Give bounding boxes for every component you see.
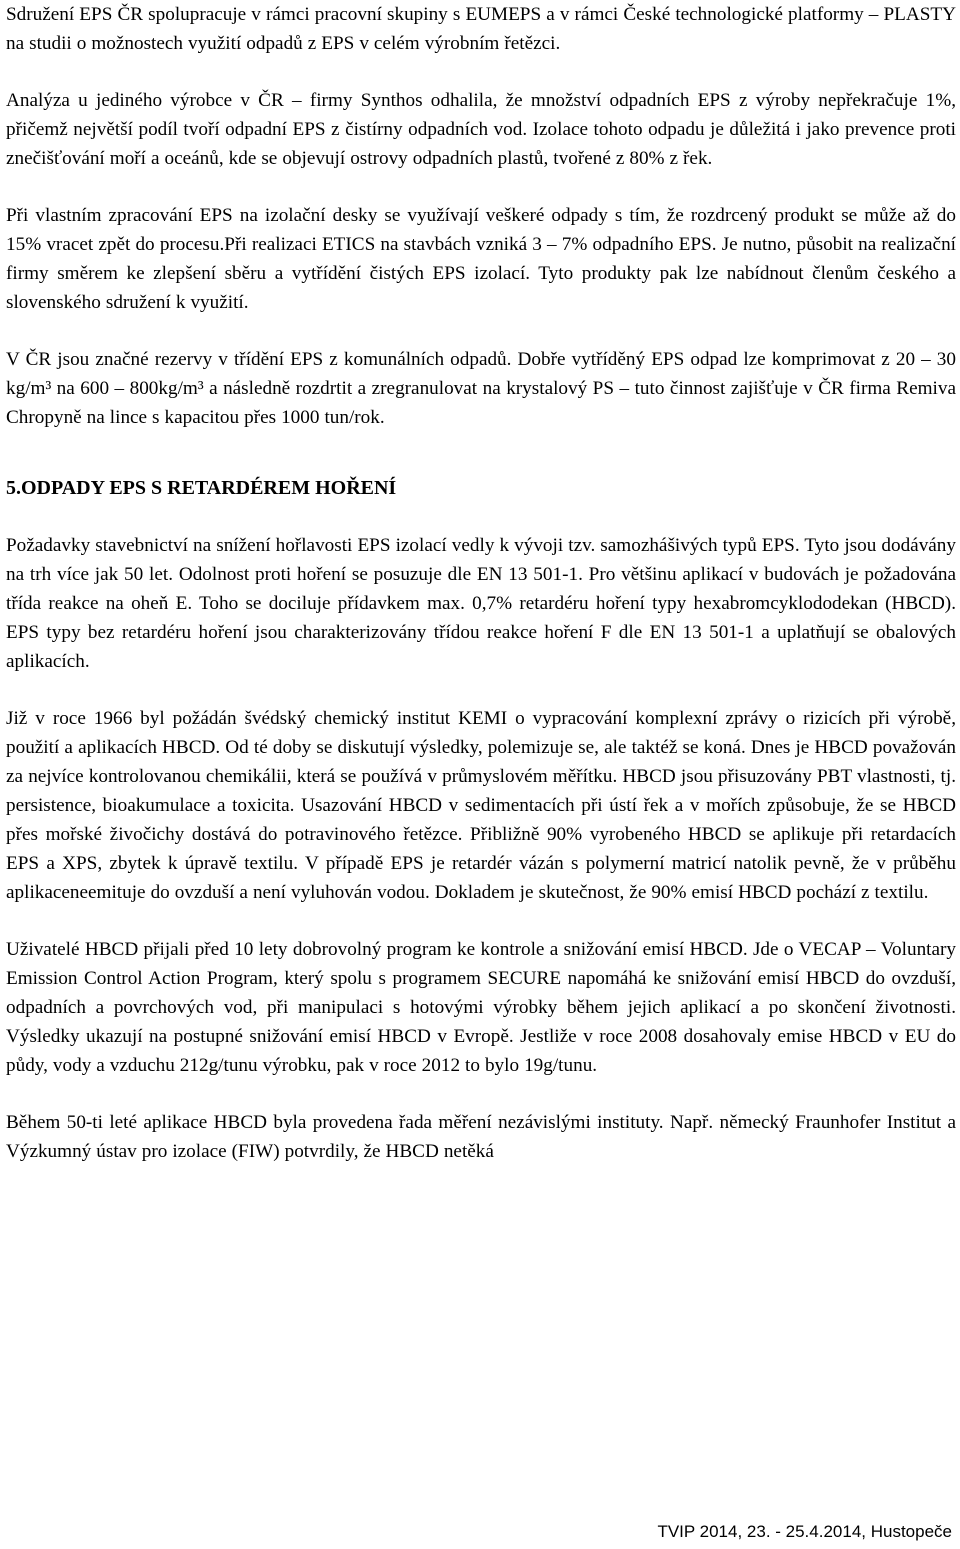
paragraph-hbcd-history: Již v roce 1966 byl požádán švédský chemický institut KEMI o vypracování komplexní zprávy o rizicích při výrobě, použití a aplikacích HBCD. Od té doby se diskutují výsledky, polemizuje se, ale taktéž se koná. Dnes je HBCD považován za nejvíce kontrolovanou chemikálii, která se používá v průmyslovém měřítku. HBCD jsou přisuzovány PBT vlastnosti, tj. persistence, bioakumulace a toxicita. Usazování HBCD v sedimentacích při ústí řek a v mořích způsobuje, že se HBCD přes mořské živočichy dostává do potravinového řetězce. Přibližně 90% vyrobeného HBCD se aplikuje při retardacích EPS a XPS, zbytek k úpravě textilu. V případě EPS je retardér vázán s polymerní matricí natolik pevně, že v průběhu aplikaceneemituje do ovzduší a není vyluhován vodou. Dokladem je skutečnost, že 90% emisí HBCD pochází z textilu.	[6, 708, 956, 903]
paragraph-measurements: Během 50-ti leté aplikace HBCD byla provedena řada měření nezávislými instituty. Např. německý Fraunhofer Institut a Výzkumný ústav pro izolace (FIW) potvrdily, že HBCD netěká	[6, 1112, 956, 1162]
document-page	[6, 0, 956, 1166]
page-footer: TVIP 2014, 23. - 25.4.2014, Hustopeče	[657, 1522, 952, 1541]
paragraph-vecap-program: Uživatelé HBCD přijali před 10 lety dobrovolný program ke kontrole a snižování emisí HBCD. Jde o VECAP – Voluntary Emission Control Action Program, který spolu s programem SECURE napomáhá ke snižování emisí HBCD do ovzduší, odpadních a povrchových vod, při manipulaci s hotovými výrobky během jejich aplikací a po skončení životnosti. Výsledky ukazují na postupné snižování emisí HBCD v Evropě. Jestliže v roce 2008 dosahovaly emise HBCD v EU do půdy, vody a vzduchu 212g/tunu výrobku, pak v roce 2012 to bylo 19g/tunu.	[6, 939, 956, 1076]
section-heading: 5.ODPADY EPS S RETARDÉREM HOŘENÍ	[6, 477, 397, 499]
paragraph-eps-cooperation: Sdružení EPS ČR spolupracuje v rámci pracovní skupiny s EUMEPS a v rámci České technologické platformy – PLASTY na studii o možnostech využití odpadů z EPS v celém výrobním řetězci.	[6, 4, 956, 54]
paragraph-municipal-waste: V ČR jsou značné rezervy v třídění EPS z komunálních odpadů. Dobře vytříděný EPS odpad lze komprimovat z 20 – 30 kg/m³ na 600 – 800kg/m³ a následně rozdrtit a zregranulovat na krystalový PS – tuto činnost zajišťuje v ČR firma Remiva Chropyně na lince s kapacitou přes 1000 tun/rok.	[6, 349, 956, 428]
paragraph-processing-waste: Při vlastním zpracování EPS na izolační desky se využívají veškeré odpady s tím, že rozdrcený produkt se může až do 15% vracet zpět do procesu.Při realizaci ETICS na stavbách vzniká 3 – 7% odpadního EPS. Je nutno, působit na realizační firmy směrem ke zlepšení sběru a vytřídění čistých EPS izolací. Tyto produkty pak lze nabídnout členům českého a slovenského sdružení k využití.	[6, 205, 956, 313]
paragraph-flame-retardant: Požadavky stavebnictví na snížení hořlavosti EPS izolací vedly k vývoji tzv. samozhášivých typů EPS. Tyto jsou dodávány na trh více jak 50 let. Odolnost proti hoření se posuzuje dle EN 13 501-1. Pro většinu aplikací v budovách je požadována třída reakce na oheň E. Toho se dociluje přídavkem max. 0,7% retardéru hoření typy hexabromcyklododekan (HBCD). EPS typy bez retardéru hoření jsou charakterizovány třídou reakce hoření F dle EN 13 501-1 a uplatňují se obalových aplikacích.	[6, 535, 956, 672]
paragraph-synthos-analysis: Analýza u jediného výrobce v ČR – firmy Synthos odhalila, že množství odpadních EPS z výroby nepřekračuje 1%, přičemž největší podíl tvoří odpadní EPS z čistírny odpadních vod. Izolace tohoto odpadu je důležitá i jako prevence proti znečišťování moří a oceánů, kde se objevují ostrovy odpadních plastů, tvořené z 80% z řek.	[6, 90, 956, 169]
